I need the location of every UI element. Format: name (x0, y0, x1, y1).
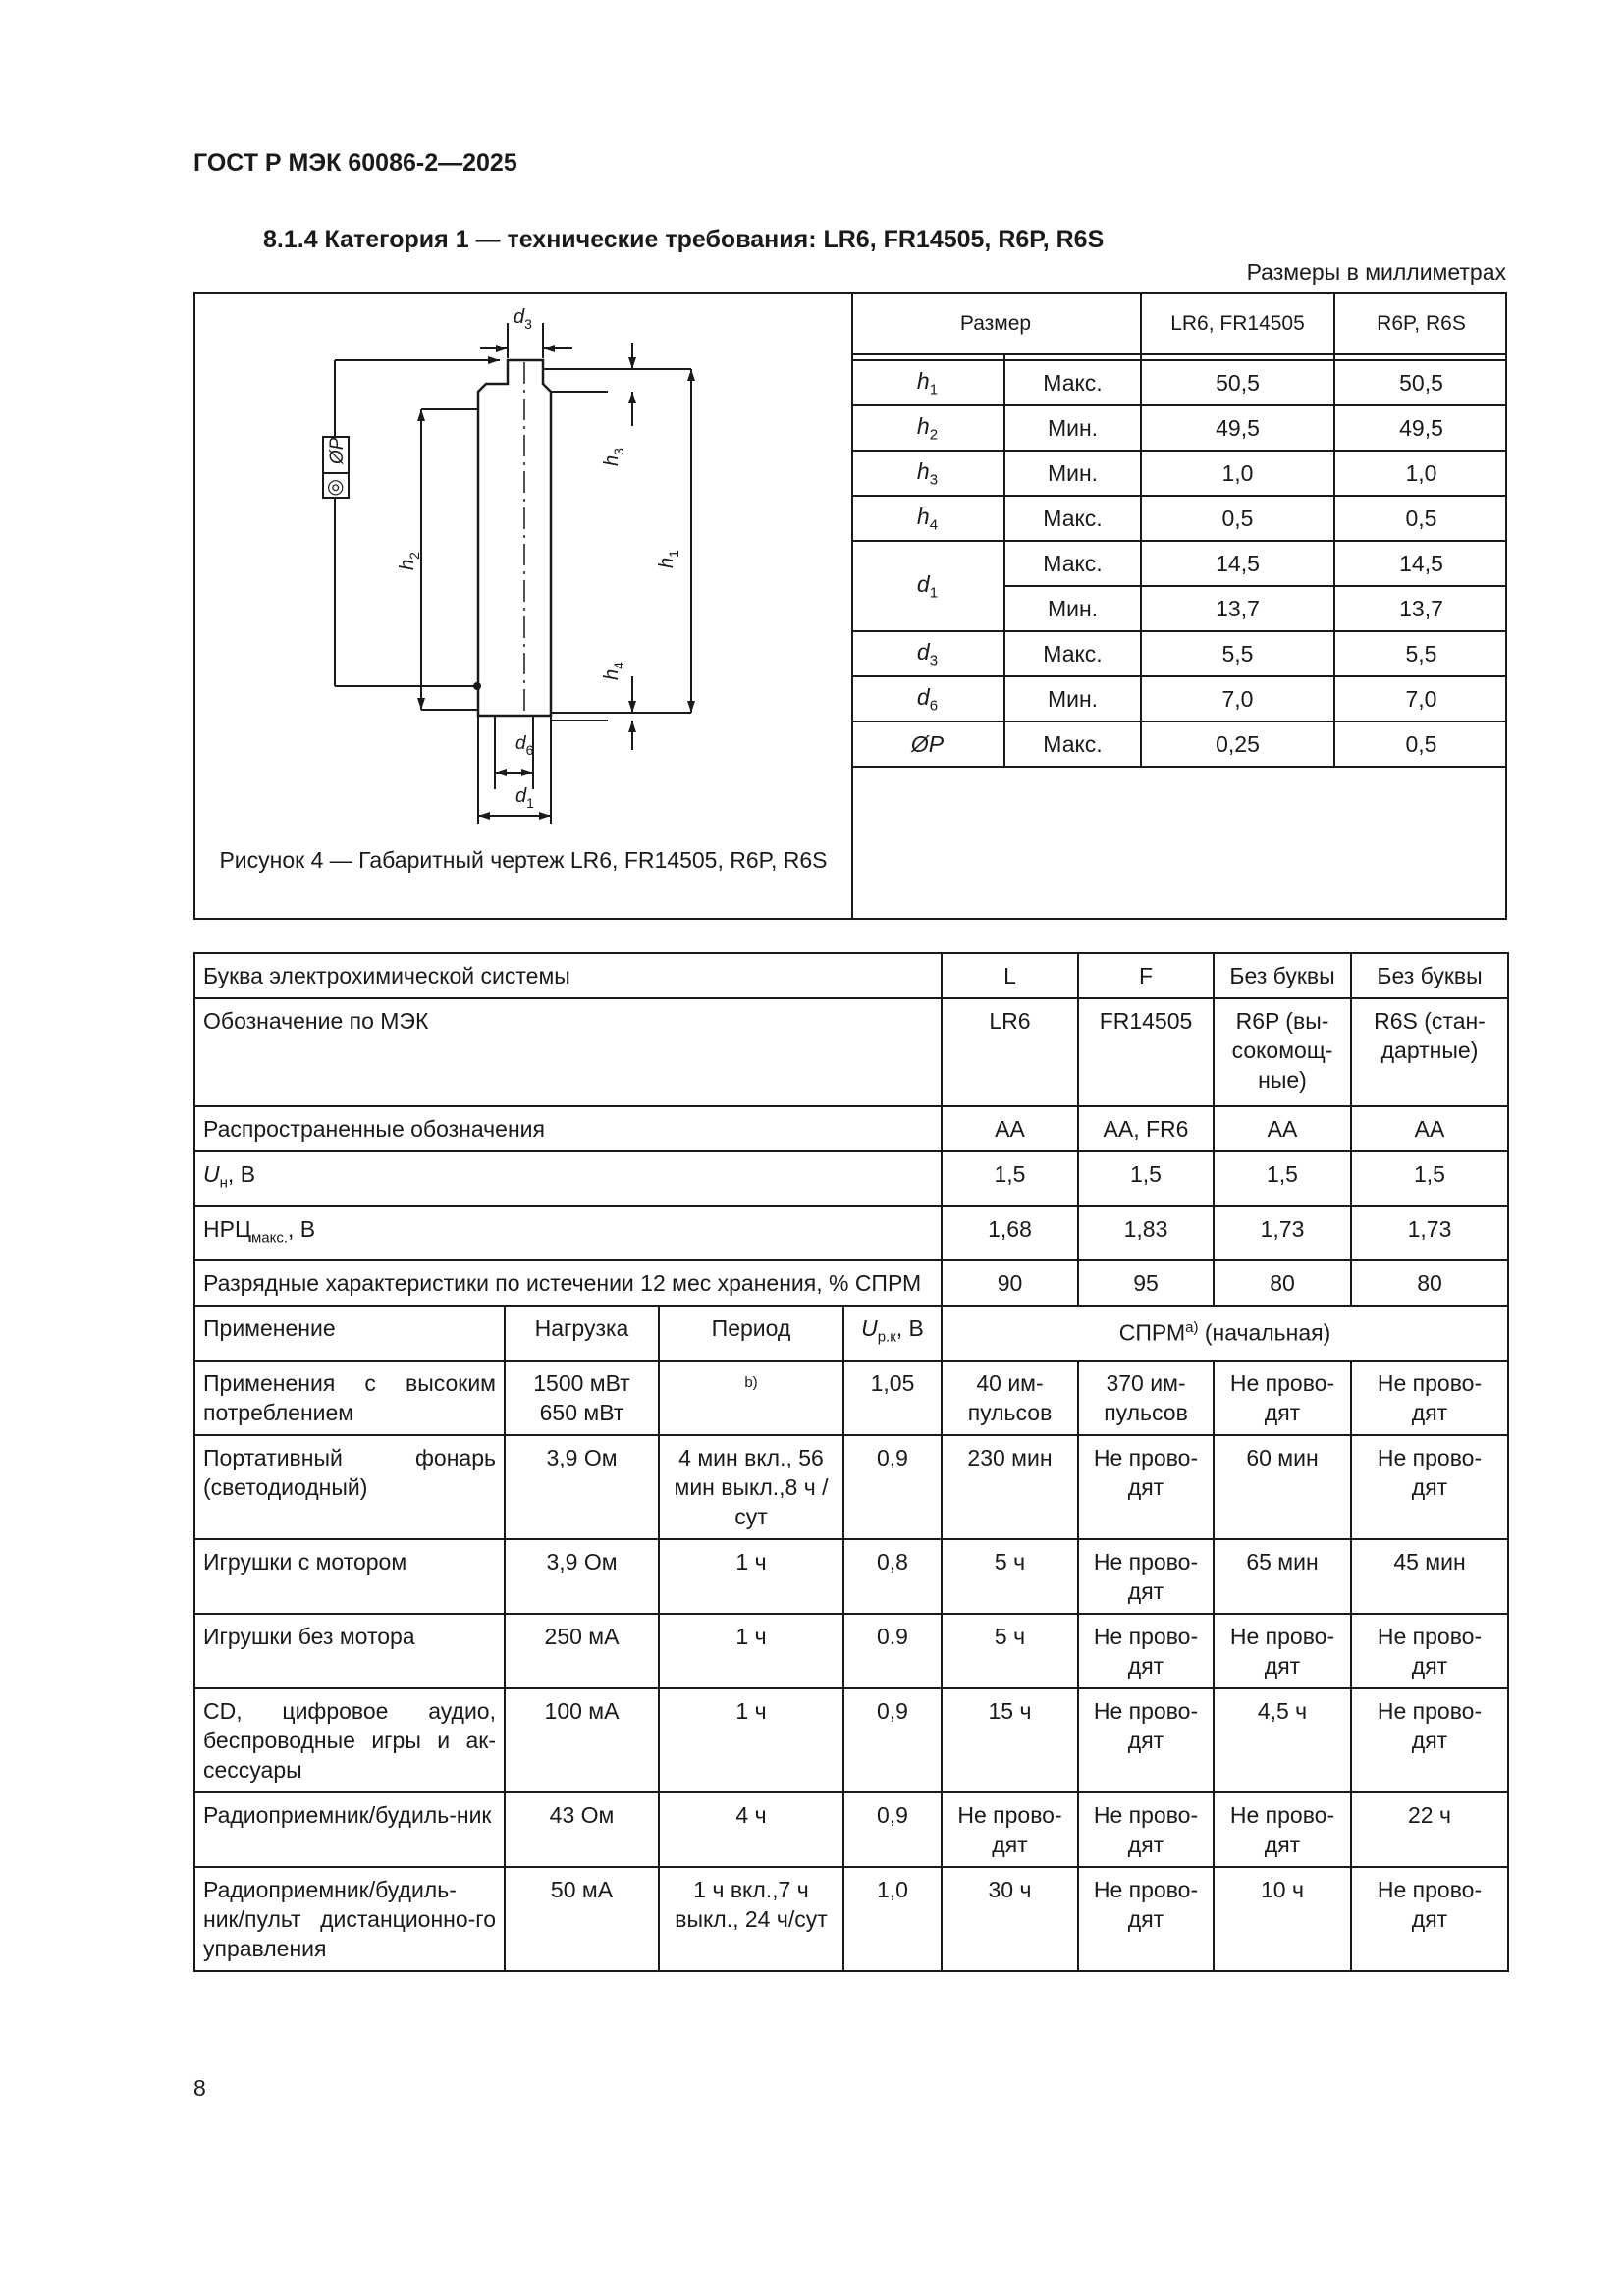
dim-limit: Макс. (1004, 496, 1141, 541)
dim-symbol: $d_6$ (851, 676, 1004, 721)
application-value: Не прово-дят (1078, 1539, 1214, 1614)
application-value: 10 ч (1214, 1867, 1351, 1971)
spec-value: 90 (942, 1260, 1078, 1306)
battery-dimension-drawing (195, 294, 851, 843)
spec-row (194, 1106, 1508, 1151)
label-d3: $d_3$ (514, 306, 532, 332)
application-load: 100 мА (505, 1688, 659, 1792)
application-value: 15 ч (942, 1688, 1078, 1792)
application-value: Не прово-дят (1078, 1688, 1214, 1792)
spec-value: 1,68 (942, 1206, 1078, 1261)
dim-limit: Мин. (1004, 405, 1141, 451)
dim-value: 7,0 (1141, 676, 1334, 721)
application-period: 1 ч (659, 1688, 843, 1792)
spec-value: 95 (1078, 1260, 1214, 1306)
spec-value: AA (1214, 1106, 1351, 1151)
document-header: ГОСТ Р МЭК 60086-2—2025 (193, 149, 517, 177)
application-period: 1 ч вкл.,7 ч выкл., 24 ч/сут (659, 1867, 843, 1971)
figure-panel (195, 294, 853, 918)
spec-value: 1,73 (1351, 1206, 1508, 1261)
dim-symbol: $h_4$ (851, 496, 1004, 541)
header-voltage: $U_{р.к}$, В (843, 1306, 942, 1361)
dim-symbol: $d_1$ (851, 541, 1004, 631)
dim-row (851, 676, 1507, 721)
spec-row (194, 953, 1508, 998)
application-value: Не прово-дят (1078, 1867, 1214, 1971)
application-voltage: 0,9 (843, 1688, 942, 1792)
application-value: Не прово-дят (1351, 1614, 1508, 1688)
application-value: 60 мин (1214, 1435, 1351, 1539)
label-h1: $h_1$ (656, 550, 681, 568)
dim-value: 50,5 (1141, 360, 1334, 405)
dim-limit: Мин. (1004, 676, 1141, 721)
application-value: Не прово-дят (1351, 1361, 1508, 1435)
spec-value: AA, FR6 (1078, 1106, 1214, 1151)
application-voltage: 0,8 (843, 1539, 942, 1614)
application-value: 5 ч (942, 1614, 1078, 1688)
application-load: 43 Ом (505, 1792, 659, 1867)
application-value: Не прово-дят (1351, 1867, 1508, 1971)
label-d6: $d_6$ (515, 733, 534, 758)
application-value: Не прово-дят (942, 1792, 1078, 1867)
spec-label: $U_н$, В (194, 1151, 942, 1206)
spec-value: 1,5 (1078, 1151, 1214, 1206)
dim-limit: Мин. (1004, 586, 1141, 631)
application-value: 40 им-пульсов (942, 1361, 1078, 1435)
spec-value: 80 (1214, 1260, 1351, 1306)
application-row (194, 1539, 1508, 1614)
spec-row (194, 1151, 1508, 1206)
application-load: 3,9 Ом (505, 1539, 659, 1614)
spec-value: R6S (стан-дартные) (1351, 998, 1508, 1106)
spec-value: Без буквы (1214, 953, 1351, 998)
application-value: 65 мин (1214, 1539, 1351, 1614)
dim-value: 1,0 (1334, 451, 1507, 496)
dim-limit: Мин. (1004, 451, 1141, 496)
spec-value: 1,5 (1214, 1151, 1351, 1206)
header-spm: СПРМ$^{a)}$ (начальная) (942, 1306, 1508, 1361)
application-value: Не прово-дят (1351, 1688, 1508, 1792)
label-d1: $d_1$ (515, 785, 534, 811)
application-voltage: 0.9 (843, 1614, 942, 1688)
coaxiality-symbol-icon: ◎ (327, 476, 345, 498)
dim-value: 1,0 (1141, 451, 1334, 496)
application-load: 3,9 Ом (505, 1435, 659, 1539)
dim-limit: Макс. (1004, 541, 1141, 586)
application-value: Не прово-дят (1078, 1435, 1214, 1539)
specification-table (193, 952, 1509, 1972)
dim-symbol: ØP (851, 721, 1004, 767)
dim-value: 5,5 (1141, 631, 1334, 676)
application-value: Не прово-дят (1351, 1435, 1508, 1539)
spec-value: 1,5 (1351, 1151, 1508, 1206)
dim-value: 49,5 (1141, 405, 1334, 451)
dim-value: 0,25 (1141, 721, 1334, 767)
spec-value: 1,5 (942, 1151, 1078, 1206)
application-load: 50 мА (505, 1867, 659, 1971)
dim-row (851, 631, 1507, 676)
application-name: Радиоприемник/будиль-ник (194, 1792, 505, 1867)
dim-value: 0,5 (1334, 496, 1507, 541)
spec-row (194, 1206, 1508, 1261)
header-r6p: R6P, R6S (1334, 294, 1507, 354)
spec-label: Разрядные характеристики по истечении 12 мес хранения, % СПРМ (194, 1260, 942, 1306)
spec-label: Распространенные обозначения (194, 1106, 942, 1151)
application-name: CD, цифровое аудио, беспроводные игры и ак-сессуары (194, 1688, 505, 1792)
application-voltage: 1,0 (843, 1867, 942, 1971)
header-lr6: LR6, FR14505 (1141, 294, 1334, 354)
dim-row (851, 496, 1507, 541)
header-size: Размер (851, 294, 1141, 354)
application-value: 22 ч (1351, 1792, 1508, 1867)
application-value: 30 ч (942, 1867, 1078, 1971)
application-load: 1500 мВт 650 мВт (505, 1361, 659, 1435)
application-name: Игрушки с мотором (194, 1539, 505, 1614)
application-load: 250 мА (505, 1614, 659, 1688)
dim-limit: Макс. (1004, 631, 1141, 676)
dim-row (851, 541, 1507, 586)
application-row (194, 1792, 1508, 1867)
spec-value: L (942, 953, 1078, 998)
application-voltage: 0,9 (843, 1792, 942, 1867)
dim-row (851, 360, 1507, 405)
dim-limit: Макс. (1004, 360, 1141, 405)
dim-value: 49,5 (1334, 405, 1507, 451)
spec-value: FR14505 (1078, 998, 1214, 1106)
figure-caption: Рисунок 4 — Габаритный чертеж LR6, FR14505, R6P, R6S (219, 847, 828, 873)
dim-symbol: $h_1$ (851, 360, 1004, 405)
spec-label: Буква электрохимической системы (194, 953, 942, 998)
spec-label: Обозначение по МЭК (194, 998, 942, 1106)
application-row (194, 1688, 1508, 1792)
label-h3: $h_3$ (601, 448, 626, 466)
application-value: 230 мин (942, 1435, 1078, 1539)
application-name: Игрушки без мотора (194, 1614, 505, 1688)
label-h4: $h_4$ (601, 662, 626, 680)
dim-symbol: $h_2$ (851, 405, 1004, 451)
spec-value: Без буквы (1351, 953, 1508, 998)
application-value: 370 им-пульсов (1078, 1361, 1214, 1435)
application-period: 1 ч (659, 1539, 843, 1614)
section-title: 8.1.4 Категория 1 — технические требования: LR6, FR14505, R6P, R6S (263, 226, 1105, 253)
application-header-row (194, 1306, 1508, 1361)
header-application: Применение (194, 1306, 505, 1361)
application-name: Применения с высоким потреблением (194, 1361, 505, 1435)
header-load: Нагрузка (505, 1306, 659, 1361)
spec-row (194, 998, 1508, 1106)
application-voltage: 0,9 (843, 1435, 942, 1539)
application-value: Не прово-дят (1078, 1792, 1214, 1867)
battery-outline (478, 360, 551, 716)
units-note: Размеры в миллиметрах (1246, 259, 1506, 285)
application-period: b) (659, 1361, 843, 1435)
application-value: Не прово-дят (1214, 1614, 1351, 1688)
dim-symbol: $h_3$ (851, 451, 1004, 496)
dim-value: 0,5 (1141, 496, 1334, 541)
dim-value: 0,5 (1334, 721, 1507, 767)
spec-value: LR6 (942, 998, 1078, 1106)
figure-and-dimensions-block (193, 292, 1507, 920)
dim-value: 7,0 (1334, 676, 1507, 721)
dim-row (851, 451, 1507, 496)
spec-value: AA (942, 1106, 1078, 1151)
application-period: 4 ч (659, 1792, 843, 1867)
spec-label: $НРЦ_{макс.}$, В (194, 1206, 942, 1261)
spec-value: AA (1351, 1106, 1508, 1151)
dim-row (851, 405, 1507, 451)
label-phi-p: ØP (327, 437, 348, 464)
application-value: Не прово-дят (1078, 1614, 1214, 1688)
spec-value: 1,73 (1214, 1206, 1351, 1261)
dim-value: 14,5 (1141, 541, 1334, 586)
application-row (194, 1361, 1508, 1435)
application-value: 45 мин (1351, 1539, 1508, 1614)
application-name: Радиоприемник/будиль-ник/пульт дистанционно-го управления (194, 1867, 505, 1971)
application-row (194, 1435, 1508, 1539)
dim-row (851, 721, 1507, 767)
dim-limit: Макс. (1004, 721, 1141, 767)
application-period: 4 мин вкл., 56 мин выкл.,8 ч /сут (659, 1435, 843, 1539)
spec-value: 1,83 (1078, 1206, 1214, 1261)
dim-value: 14,5 (1334, 541, 1507, 586)
dim-symbol: $d_3$ (851, 631, 1004, 676)
dimensions-table (851, 294, 1507, 768)
dim-value: 13,7 (1334, 586, 1507, 631)
spec-value: F (1078, 953, 1214, 998)
application-value: 4,5 ч (1214, 1688, 1351, 1792)
application-value: Не прово-дят (1214, 1792, 1351, 1867)
application-row (194, 1614, 1508, 1688)
spec-value: R6P (вы-сокомощ-ные) (1214, 998, 1351, 1106)
spec-row (194, 1260, 1508, 1306)
label-h2: $h_2$ (397, 552, 422, 570)
dim-value: 13,7 (1141, 586, 1334, 631)
application-value: Не прово-дят (1214, 1361, 1351, 1435)
dimensions-header-row (851, 294, 1507, 354)
header-period: Период (659, 1306, 843, 1361)
application-period: 1 ч (659, 1614, 843, 1688)
application-voltage: 1,05 (843, 1361, 942, 1435)
dim-value: 50,5 (1334, 360, 1507, 405)
application-value: 5 ч (942, 1539, 1078, 1614)
spec-value: 80 (1351, 1260, 1508, 1306)
application-name: Портативный фонарь (светодиодный) (194, 1435, 505, 1539)
dim-value: 5,5 (1334, 631, 1507, 676)
application-row (194, 1867, 1508, 1971)
page-number: 8 (193, 2075, 206, 2101)
